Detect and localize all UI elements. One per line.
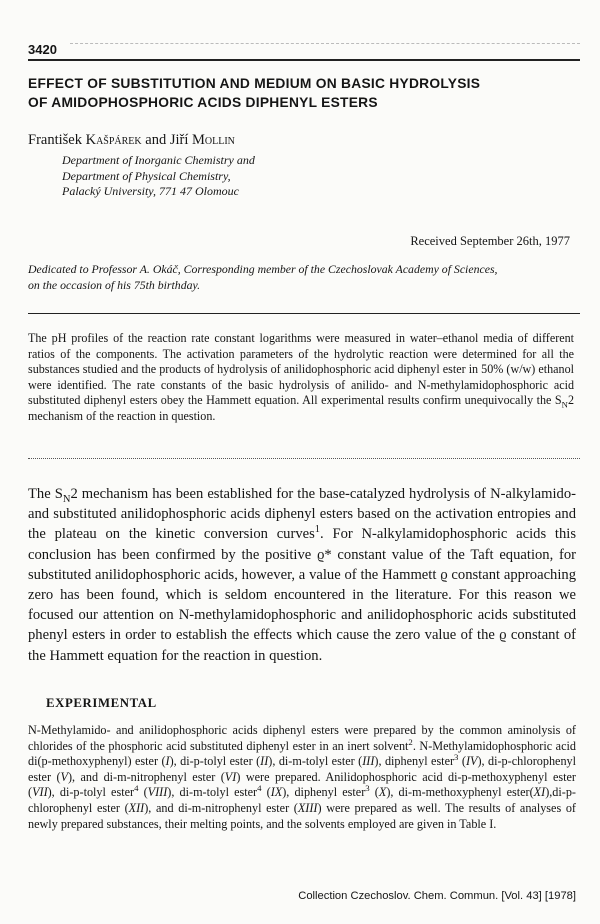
article-title bbox=[28, 74, 580, 112]
exp-text: ) were prepared as well. The results of analyses of newly prepared substances, their melting points, and the solvents employed are given in Table I. bbox=[28, 800, 576, 831]
compound-label: XII bbox=[128, 800, 145, 815]
intro-text: . For N-alkylamidophosphoric acids this conclusion has been confirmed by the positive ϱ* constant value of the Taft equation, for substituted anilidophosphoric acids, however, a value of the Hammett ϱ constant approaching zero has been found, which is seldom encountered in the literature. For this reason we focused our attention on N-methylamidophosphoric and anilidophosphoric acids substituted phenyl esters in order to establish the effects which cause the zero value of the ϱ constant of the Hammett equation for the reaction in question. bbox=[28, 526, 576, 664]
abstract-top-rule bbox=[28, 313, 580, 314]
affiliation-line-2: Department of Physical Chemistry, bbox=[62, 168, 231, 183]
compound-label: III bbox=[362, 754, 375, 769]
author-1-given: František bbox=[28, 132, 82, 148]
header-dashed-rule bbox=[70, 43, 580, 44]
title-line-2: OF AMIDOPHOSPHORIC ACIDS DIPHENYL ESTERS bbox=[28, 95, 378, 110]
intro-text: 2 mechanism has been established for the base-catalyzed hydrolysis of N-alkylamido- and substituted anilidophosphoric acids diphenyl esters based on the activation entropies and the plateau on the kinetic conversion curves bbox=[28, 486, 576, 543]
dedication bbox=[28, 262, 578, 293]
intro-paragraph bbox=[28, 484, 576, 666]
affiliation bbox=[62, 153, 255, 200]
exp-text: ), di-m-tolyl ester bbox=[167, 785, 258, 800]
compound-label: VI bbox=[224, 769, 237, 784]
abstract-text-end: 2 mechanism of the reaction in question. bbox=[28, 393, 574, 423]
intro-text: The S bbox=[28, 486, 63, 502]
dedication-line-1: Dedicated to Professor A. Okáč, Corresponding member of the Czechoslovak Academy of Sciences, bbox=[28, 262, 498, 276]
exp-text: . N-Methylamidophosphoric acid di(p-methoxyphenyl) ester ( bbox=[28, 738, 576, 769]
section-heading: EXPERIMENTAL bbox=[46, 696, 157, 710]
compound-label: I bbox=[165, 754, 170, 769]
abstract bbox=[28, 331, 574, 425]
compound-label: IV bbox=[465, 754, 478, 769]
exp-text: ), diphenyl ester bbox=[374, 754, 455, 769]
header-rule bbox=[28, 59, 580, 61]
citation-ref: 3 bbox=[454, 752, 459, 763]
compound-label: XI bbox=[533, 785, 546, 800]
compound-label: IX bbox=[270, 785, 283, 800]
author-2-given: Jiří bbox=[169, 132, 189, 148]
exp-text: ), di-m-tolyl ester ( bbox=[268, 754, 363, 769]
author-joiner: and bbox=[145, 132, 167, 148]
experimental-paragraph bbox=[28, 723, 576, 832]
exp-text: ), diphenyl ester bbox=[282, 785, 366, 800]
page-number: 3420 bbox=[28, 42, 57, 57]
compound-label: VII bbox=[32, 785, 48, 800]
exp-text: ) were prepared. Anilidophosphoric acid di-p-methoxyphenyl ester ( bbox=[28, 769, 576, 800]
exp-text: ( bbox=[138, 785, 148, 800]
affiliation-line-1: Department of Inorganic Chemistry and bbox=[62, 153, 255, 167]
exp-text: ( bbox=[369, 785, 379, 800]
intro-subscript: N bbox=[62, 493, 71, 505]
journal-footer: Collection Czechoslov. Chem. Commun. [Vol. 43] [1978] bbox=[298, 890, 576, 902]
abstract-bottom-rule bbox=[28, 458, 580, 459]
author-2-family: Mollin bbox=[191, 132, 235, 148]
affiliation-line-3: Palacký University, 771 47 Olomouc bbox=[62, 184, 239, 198]
received-date: Received September 26th, 1977 bbox=[410, 234, 570, 248]
exp-text: ), di-p-tolyl ester bbox=[47, 785, 135, 800]
title-line-1: EFFECT OF SUBSTITUTION AND MEDIUM ON BASIC HYDROLYSIS bbox=[28, 76, 481, 91]
abstract-subscript: N bbox=[561, 399, 568, 410]
exp-text: ), di-p-chlorophenyl ester ( bbox=[28, 754, 577, 784]
exp-text: ), and di-m-nitrophenyl ester ( bbox=[67, 769, 225, 784]
compound-label: X bbox=[378, 785, 387, 800]
compound-label: V bbox=[60, 769, 68, 784]
citation-ref: 4 bbox=[257, 783, 262, 794]
compound-label: II bbox=[260, 754, 269, 769]
compound-label: VIII bbox=[147, 785, 168, 800]
citation-ref: 2 bbox=[408, 736, 413, 747]
compound-label: XIII bbox=[297, 800, 318, 815]
exp-text: ), di-m-methoxyphenyl ester( bbox=[386, 785, 534, 800]
dedication-line-2: on the occasion of his 75th birthday. bbox=[28, 277, 201, 292]
citation-ref: 3 bbox=[365, 783, 370, 794]
exp-text: ( bbox=[261, 785, 271, 800]
author-list bbox=[28, 132, 235, 149]
abstract-text: The pH profiles of the reaction rate constant logarithms were measured in water–ethanol media of different ratios of the components. The activation parameters of the hydrolytic reaction were determined for all the substances studied and the products of hydrolysis of anilidophosphoric acid diphenyl ester in 50% (w/w) ethanol were identified. The rate constants of the basic hydrolysis of anilido- and N-methylamidophosphoric acid substituted diphenyl esters obey the Hammett equation. All experimental results confirm unequivocally the S bbox=[28, 331, 574, 408]
exp-text: N-Methylamido- and anilidophosphoric acids diphenyl esters were prepared by the common aminolysis of chlorides of the phosphoric acid substituted diphenyl ester in an inert solvent bbox=[28, 723, 576, 753]
author-1-family: Kašpárek bbox=[85, 132, 142, 148]
citation-ref: 1 bbox=[314, 524, 321, 536]
citation-ref: 4 bbox=[134, 783, 139, 794]
exp-text: ),di-p-chlorophenyl ester ( bbox=[28, 785, 576, 815]
exp-text: ( bbox=[458, 754, 466, 769]
exp-text: ), and di-m-nitrophenyl ester ( bbox=[144, 800, 298, 815]
exp-text: ), di-p-tolyl ester ( bbox=[169, 754, 261, 769]
